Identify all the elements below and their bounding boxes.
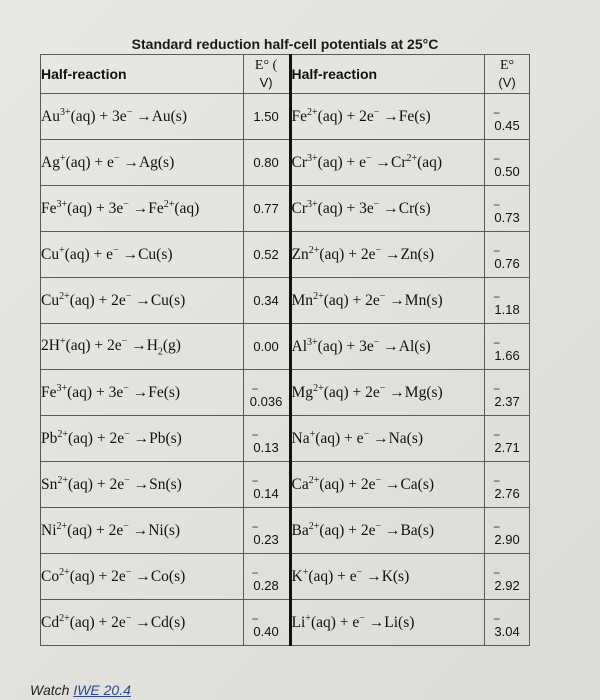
table-row bbox=[41, 232, 530, 278]
right-potential-value bbox=[485, 370, 530, 416]
right-potential-number: 2.71 bbox=[494, 440, 520, 455]
table-row bbox=[41, 462, 530, 508]
right-potential-number: 0.73 bbox=[494, 210, 520, 225]
right-potential-number: 0.50 bbox=[494, 164, 520, 179]
right-half-reaction: $Fe^{2+}(aq) + 2e^- \to Fe(s)$ bbox=[290, 94, 485, 140]
right-half-reaction: $Mg^{2+}(aq) + 2e^- \to Mg(s)$ bbox=[290, 370, 485, 416]
table-row bbox=[41, 508, 530, 554]
left-potential-value bbox=[243, 232, 290, 278]
left-potential-number: 0.80 bbox=[253, 155, 279, 170]
right-potential-value bbox=[485, 462, 530, 508]
negative-sign: − bbox=[251, 612, 259, 626]
left-half-reaction: $Fe^{3+}(aq) + 3e^- \to Fe(s)$ bbox=[41, 370, 244, 416]
left-potential-number: 0.036 bbox=[249, 394, 283, 409]
watch-footer bbox=[30, 682, 131, 698]
left-potential-number: 0.40 bbox=[253, 624, 279, 639]
negative-sign: − bbox=[493, 152, 501, 166]
right-half-reaction: $Cr^{3+}(aq) + 3e^- \to Cr(s)$ bbox=[290, 186, 485, 232]
negative-sign: − bbox=[493, 520, 501, 534]
table-row bbox=[41, 554, 530, 600]
right-potential-number: 2.76 bbox=[494, 486, 520, 501]
iwe-link[interactable]: IWE 20.4 bbox=[73, 682, 131, 698]
right-potential-number: 0.45 bbox=[494, 118, 520, 133]
right-potential-number: 1.66 bbox=[494, 348, 520, 363]
left-potential-value bbox=[243, 94, 290, 140]
left-half-reaction: $Cu^{2+}(aq) + 2e^- \to Cu(s)$ bbox=[41, 278, 244, 324]
left-potential-number: 0.23 bbox=[253, 532, 279, 547]
left-potential-value bbox=[243, 416, 290, 462]
right-potential-value bbox=[485, 186, 530, 232]
right-potential-number: 2.37 bbox=[494, 394, 520, 409]
negative-sign: − bbox=[251, 566, 259, 580]
right-half-reaction: $Mn^{2+}(aq) + 2e^- \to Mn(s)$ bbox=[290, 278, 485, 324]
negative-sign: − bbox=[493, 244, 501, 258]
right-half-reaction: $Ba^{2+}(aq) + 2e^- \to Ba(s)$ bbox=[290, 508, 485, 554]
right-e0-unit: (V) bbox=[498, 74, 516, 90]
left-e0-unit: V) bbox=[259, 74, 273, 90]
right-e0-header bbox=[485, 55, 530, 94]
right-half-reaction: Na+(aq) + e− →Na(s) bbox=[290, 416, 485, 462]
left-half-reaction: $Cd^{2+}(aq) + 2e^- \to Cd(s)$ bbox=[41, 600, 244, 646]
negative-sign: − bbox=[493, 566, 501, 580]
right-potential-value bbox=[485, 416, 530, 462]
table-row bbox=[41, 278, 530, 324]
left-reaction-header: Half-reaction bbox=[41, 55, 244, 94]
right-potential-number: 0.76 bbox=[494, 256, 520, 271]
right-half-reaction: $Cr^{3+}(aq) + e^- \to Cr^{2+}(aq)$ bbox=[290, 140, 485, 186]
reduction-potentials-table bbox=[40, 54, 530, 646]
left-potential-value bbox=[243, 508, 290, 554]
left-potential-value bbox=[243, 462, 290, 508]
negative-sign: − bbox=[493, 290, 501, 304]
right-potential-value bbox=[485, 140, 530, 186]
left-potential-number: 0.28 bbox=[253, 578, 279, 593]
left-potential-number: 0.77 bbox=[253, 201, 279, 216]
negative-sign: − bbox=[493, 474, 501, 488]
table-title-text: Standard reduction half-cell potentials at 25°C bbox=[131, 36, 439, 52]
negative-sign: − bbox=[251, 520, 259, 534]
left-half-reaction: $Pb^{2+}(aq) + 2e^- \to Pb(s)$ bbox=[41, 416, 244, 462]
negative-sign: − bbox=[493, 382, 501, 396]
left-potential-value bbox=[243, 554, 290, 600]
negative-sign: − bbox=[251, 382, 259, 396]
negative-sign: − bbox=[493, 336, 501, 350]
table-row bbox=[41, 140, 530, 186]
right-potential-number: 3.04 bbox=[494, 624, 520, 639]
negative-sign: − bbox=[251, 428, 259, 442]
negative-sign: − bbox=[493, 106, 501, 120]
right-potential-value bbox=[485, 554, 530, 600]
left-half-reaction: $Ni^{2+}(aq) + 2e^- \to Ni(s)$ bbox=[41, 508, 244, 554]
right-e0-symbol: E° bbox=[500, 57, 515, 73]
right-half-reaction: Li+(aq) + e− →Li(s) bbox=[290, 600, 485, 646]
table-row bbox=[41, 600, 530, 646]
right-half-reaction: $Ca^{2+}(aq) + 2e^- \to Ca(s)$ bbox=[290, 462, 485, 508]
right-potential-value bbox=[485, 278, 530, 324]
left-potential-value bbox=[243, 600, 290, 646]
watch-prefix: Watch bbox=[30, 682, 74, 698]
right-half-reaction: $Al^{3+}(aq) + 3e^- \to Al(s)$ bbox=[290, 324, 485, 370]
right-potential-number: 2.90 bbox=[494, 532, 520, 547]
left-potential-number: 0.00 bbox=[253, 339, 279, 354]
left-half-reaction: $2H^+(aq) + 2e^- \to H_2(g)$ bbox=[41, 324, 244, 370]
right-potential-number: 2.92 bbox=[494, 578, 520, 593]
left-half-reaction: $Sn^{2+}(aq) + 2e^- \to Sn(s)$ bbox=[41, 462, 244, 508]
header-row bbox=[41, 55, 530, 94]
right-potential-value bbox=[485, 94, 530, 140]
left-potential-value bbox=[243, 186, 290, 232]
right-potential-value bbox=[485, 232, 530, 278]
left-potential-value bbox=[243, 140, 290, 186]
negative-sign: − bbox=[493, 612, 501, 626]
table-row bbox=[41, 186, 530, 232]
table-row bbox=[41, 416, 530, 462]
table-row bbox=[41, 94, 530, 140]
left-e0-symbol: E° ( bbox=[254, 57, 278, 73]
left-potential-number: 0.14 bbox=[253, 486, 279, 501]
left-half-reaction: Cu+(aq) + e− →Cu(s) bbox=[41, 232, 244, 278]
left-potential-value bbox=[243, 278, 290, 324]
right-potential-value bbox=[485, 508, 530, 554]
left-half-reaction: Ag+(aq) + e− →Ag(s) bbox=[41, 140, 244, 186]
left-half-reaction: $Co^{2+}(aq) + 2e^- \to Co(s)$ bbox=[41, 554, 244, 600]
table-row bbox=[41, 324, 530, 370]
left-potential-number: 0.13 bbox=[253, 440, 279, 455]
negative-sign: − bbox=[493, 198, 501, 212]
table-row bbox=[41, 370, 530, 416]
left-potential-number: 0.52 bbox=[253, 247, 279, 262]
negative-sign: − bbox=[251, 474, 259, 488]
table-title bbox=[0, 36, 570, 52]
negative-sign: − bbox=[493, 428, 501, 442]
left-potential-value bbox=[243, 370, 290, 416]
right-half-reaction: K+(aq) + e− →K(s) bbox=[290, 554, 485, 600]
left-half-reaction: $Fe^{3+}(aq) + 3e^- \to Fe^{2+}(aq)$ bbox=[41, 186, 244, 232]
right-potential-value bbox=[485, 600, 530, 646]
left-e0-header bbox=[243, 55, 290, 94]
right-potential-value bbox=[485, 324, 530, 370]
left-half-reaction: $Au^{3+}(aq) + 3e^- \to Au(s)$ bbox=[41, 94, 244, 140]
left-potential-value bbox=[243, 324, 290, 370]
left-potential-number: 0.34 bbox=[253, 293, 279, 308]
right-potential-number: 1.18 bbox=[494, 302, 520, 317]
right-reaction-header: Half-reaction bbox=[290, 55, 485, 94]
left-potential-number: 1.50 bbox=[253, 109, 279, 124]
right-half-reaction: $Zn^{2+}(aq) + 2e^- \to Zn(s)$ bbox=[290, 232, 485, 278]
